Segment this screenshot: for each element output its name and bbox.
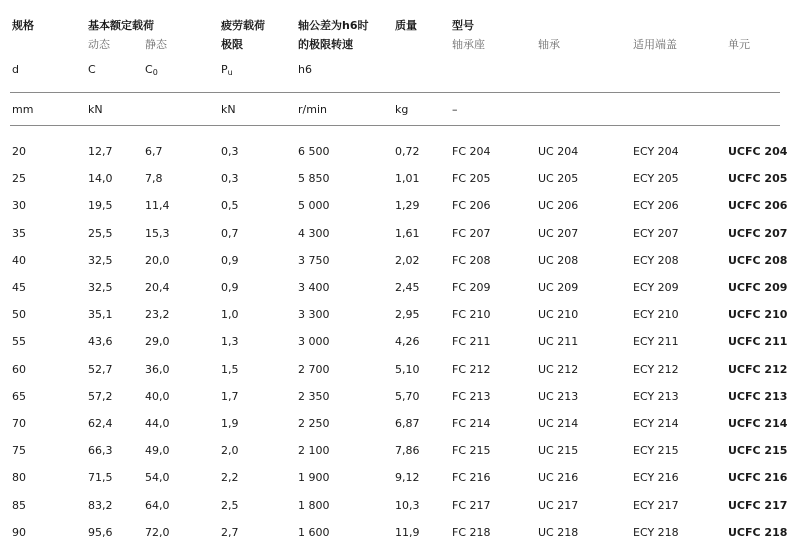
cell-size: 70 bbox=[12, 417, 26, 430]
unit-d: mm bbox=[12, 103, 34, 116]
cell-mass: 9,12 bbox=[395, 471, 420, 484]
cell-dynamic-load: 71,5 bbox=[88, 471, 113, 484]
cell-fatigue-limit: 0,5 bbox=[221, 199, 239, 212]
cell-housing: FC 209 bbox=[452, 281, 491, 294]
cell-end-cover: ECY 211 bbox=[633, 335, 679, 348]
cell-size: 20 bbox=[12, 145, 26, 158]
cell-fatigue-limit: 0,9 bbox=[221, 254, 239, 267]
cell-unit: UCFC 209 bbox=[728, 281, 788, 294]
cell-end-cover: ECY 213 bbox=[633, 390, 679, 403]
cell-size: 45 bbox=[12, 281, 26, 294]
cell-housing: FC 207 bbox=[452, 227, 491, 240]
cell-end-cover: ECY 207 bbox=[633, 227, 679, 240]
cell-static-load: 36,0 bbox=[145, 363, 170, 376]
cell-static-load: 20,4 bbox=[145, 281, 170, 294]
cell-unit: UCFC 210 bbox=[728, 308, 788, 321]
cell-size: 80 bbox=[12, 471, 26, 484]
cell-static-load: 15,3 bbox=[145, 227, 170, 240]
cell-housing: FC 208 bbox=[452, 254, 491, 267]
cell-unit: UCFC 206 bbox=[728, 199, 788, 212]
symbol-c0: $C_0$ bbox=[145, 63, 158, 77]
cell-unit: UCFC 205 bbox=[728, 172, 788, 185]
cell-housing: FC 213 bbox=[452, 390, 491, 403]
header-speed: 轴公差为h6时 bbox=[298, 19, 369, 32]
cell-size: 30 bbox=[12, 199, 26, 212]
cell-bearing: UC 213 bbox=[538, 390, 579, 403]
cell-bearing: UC 209 bbox=[538, 281, 579, 294]
cell-housing: FC 210 bbox=[452, 308, 491, 321]
cell-size: 35 bbox=[12, 227, 26, 240]
cell-unit: UCFC 218 bbox=[728, 526, 788, 539]
cell-size: 60 bbox=[12, 363, 26, 376]
header-mass: 质量 bbox=[395, 19, 417, 32]
cell-static-load: 7,8 bbox=[145, 172, 163, 185]
symbol-c: C bbox=[88, 63, 96, 76]
cell-limiting-speed: 1 900 bbox=[298, 471, 330, 484]
cell-bearing: UC 212 bbox=[538, 363, 579, 376]
unit-pu: kN bbox=[221, 103, 236, 116]
cell-dynamic-load: 62,4 bbox=[88, 417, 113, 430]
cell-end-cover: ECY 214 bbox=[633, 417, 679, 430]
cell-end-cover: ECY 209 bbox=[633, 281, 679, 294]
cell-housing: FC 215 bbox=[452, 444, 491, 457]
cell-bearing: UC 210 bbox=[538, 308, 579, 321]
cell-fatigue-limit: 0,3 bbox=[221, 172, 239, 185]
cell-static-load: 64,0 bbox=[145, 499, 170, 512]
cell-dynamic-load: 66,3 bbox=[88, 444, 113, 457]
cell-end-cover: ECY 215 bbox=[633, 444, 679, 457]
cell-end-cover: ECY 217 bbox=[633, 499, 679, 512]
cell-limiting-speed: 4 300 bbox=[298, 227, 330, 240]
cell-fatigue-limit: 2,0 bbox=[221, 444, 239, 457]
cell-size: 25 bbox=[12, 172, 26, 185]
cell-mass: 5,10 bbox=[395, 363, 420, 376]
header-static: 静态 bbox=[145, 38, 167, 51]
cell-housing: FC 218 bbox=[452, 526, 491, 539]
cell-fatigue-limit: 0,9 bbox=[221, 281, 239, 294]
cell-fatigue-limit: 2,7 bbox=[221, 526, 239, 539]
cell-end-cover: ECY 210 bbox=[633, 308, 679, 321]
header-housing: 轴承座 bbox=[452, 38, 485, 51]
cell-end-cover: ECY 208 bbox=[633, 254, 679, 267]
cell-mass: 2,02 bbox=[395, 254, 420, 267]
cell-housing: FC 217 bbox=[452, 499, 491, 512]
unit-c: kN bbox=[88, 103, 103, 116]
unit-speed: r/min bbox=[298, 103, 327, 116]
header-unit: 单元 bbox=[728, 38, 750, 51]
cell-static-load: 23,2 bbox=[145, 308, 170, 321]
cell-bearing: UC 214 bbox=[538, 417, 579, 430]
cell-static-load: 40,0 bbox=[145, 390, 170, 403]
symbol-pu: $P_u$ bbox=[221, 63, 233, 77]
cell-static-load: 11,4 bbox=[145, 199, 170, 212]
cell-size: 40 bbox=[12, 254, 26, 267]
cell-limiting-speed: 1 600 bbox=[298, 526, 330, 539]
cell-bearing: UC 211 bbox=[538, 335, 579, 348]
cell-static-load: 49,0 bbox=[145, 444, 170, 457]
cell-unit: UCFC 213 bbox=[728, 390, 788, 403]
cell-bearing: UC 204 bbox=[538, 145, 579, 158]
cell-fatigue-limit: 2,5 bbox=[221, 499, 239, 512]
cell-mass: 1,29 bbox=[395, 199, 420, 212]
cell-fatigue-limit: 1,7 bbox=[221, 390, 239, 403]
cell-end-cover: ECY 206 bbox=[633, 199, 679, 212]
cell-fatigue-limit: 1,3 bbox=[221, 335, 239, 348]
cell-dynamic-load: 95,6 bbox=[88, 526, 113, 539]
cell-static-load: 54,0 bbox=[145, 471, 170, 484]
header-cover: 适用端盖 bbox=[633, 38, 677, 51]
cell-size: 50 bbox=[12, 308, 26, 321]
header-speed-line2: 的极限转速 bbox=[298, 38, 353, 51]
cell-mass: 2,95 bbox=[395, 308, 420, 321]
cell-static-load: 44,0 bbox=[145, 417, 170, 430]
cell-mass: 1,01 bbox=[395, 172, 420, 185]
cell-limiting-speed: 2 350 bbox=[298, 390, 330, 403]
cell-housing: FC 204 bbox=[452, 145, 491, 158]
cell-end-cover: ECY 216 bbox=[633, 471, 679, 484]
cell-limiting-speed: 3 750 bbox=[298, 254, 330, 267]
cell-limiting-speed: 2 100 bbox=[298, 444, 330, 457]
cell-unit: UCFC 215 bbox=[728, 444, 788, 457]
cell-mass: 10,3 bbox=[395, 499, 420, 512]
cell-bearing: UC 218 bbox=[538, 526, 579, 539]
unit-mass: kg bbox=[395, 103, 409, 116]
cell-housing: FC 205 bbox=[452, 172, 491, 185]
unit-designation: – bbox=[452, 103, 458, 116]
cell-dynamic-load: 19,5 bbox=[88, 199, 113, 212]
cell-size: 85 bbox=[12, 499, 26, 512]
symbol-h6: h6 bbox=[298, 63, 312, 76]
cell-end-cover: ECY 218 bbox=[633, 526, 679, 539]
cell-housing: FC 206 bbox=[452, 199, 491, 212]
cell-static-load: 20,0 bbox=[145, 254, 170, 267]
cell-bearing: UC 217 bbox=[538, 499, 579, 512]
cell-unit: UCFC 212 bbox=[728, 363, 788, 376]
cell-mass: 7,86 bbox=[395, 444, 420, 457]
header-fatigue-line2: 极限 bbox=[221, 38, 243, 51]
cell-dynamic-load: 52,7 bbox=[88, 363, 113, 376]
cell-mass: 6,87 bbox=[395, 417, 420, 430]
cell-housing: FC 214 bbox=[452, 417, 491, 430]
cell-dynamic-load: 57,2 bbox=[88, 390, 113, 403]
header-size: 规格 bbox=[12, 19, 34, 32]
cell-unit: UCFC 204 bbox=[728, 145, 788, 158]
cell-limiting-speed: 5 850 bbox=[298, 172, 330, 185]
cell-unit: UCFC 216 bbox=[728, 471, 788, 484]
cell-fatigue-limit: 1,0 bbox=[221, 308, 239, 321]
cell-mass: 1,61 bbox=[395, 227, 420, 240]
symbol-d: d bbox=[12, 63, 19, 76]
cell-bearing: UC 206 bbox=[538, 199, 579, 212]
cell-end-cover: ECY 212 bbox=[633, 363, 679, 376]
cell-mass: 0,72 bbox=[395, 145, 420, 158]
cell-static-load: 6,7 bbox=[145, 145, 163, 158]
cell-housing: FC 212 bbox=[452, 363, 491, 376]
cell-dynamic-load: 14,0 bbox=[88, 172, 113, 185]
cell-size: 55 bbox=[12, 335, 26, 348]
cell-dynamic-load: 25,5 bbox=[88, 227, 113, 240]
cell-fatigue-limit: 1,5 bbox=[221, 363, 239, 376]
cell-size: 90 bbox=[12, 526, 26, 539]
cell-fatigue-limit: 0,7 bbox=[221, 227, 239, 240]
cell-bearing: UC 216 bbox=[538, 471, 579, 484]
cell-dynamic-load: 43,6 bbox=[88, 335, 113, 348]
cell-fatigue-limit: 1,9 bbox=[221, 417, 239, 430]
cell-static-load: 29,0 bbox=[145, 335, 170, 348]
cell-dynamic-load: 32,5 bbox=[88, 281, 113, 294]
cell-mass: 5,70 bbox=[395, 390, 420, 403]
cell-limiting-speed: 3 300 bbox=[298, 308, 330, 321]
cell-static-load: 72,0 bbox=[145, 526, 170, 539]
cell-dynamic-load: 35,1 bbox=[88, 308, 113, 321]
cell-unit: UCFC 208 bbox=[728, 254, 788, 267]
cell-dynamic-load: 83,2 bbox=[88, 499, 113, 512]
cell-limiting-speed: 2 250 bbox=[298, 417, 330, 430]
cell-size: 65 bbox=[12, 390, 26, 403]
header-fatigue: 疲劳载荷 bbox=[221, 19, 265, 32]
cell-bearing: UC 207 bbox=[538, 227, 579, 240]
cell-limiting-speed: 6 500 bbox=[298, 145, 330, 158]
cell-dynamic-load: 12,7 bbox=[88, 145, 113, 158]
header-dynamic: 动态 bbox=[88, 38, 110, 51]
cell-bearing: UC 205 bbox=[538, 172, 579, 185]
cell-limiting-speed: 3 400 bbox=[298, 281, 330, 294]
cell-limiting-speed: 5 000 bbox=[298, 199, 330, 212]
cell-size: 75 bbox=[12, 444, 26, 457]
header-bearing: 轴承 bbox=[538, 38, 560, 51]
cell-housing: FC 216 bbox=[452, 471, 491, 484]
header-load-group: 基本额定载荷 bbox=[88, 19, 154, 32]
header-divider bbox=[10, 92, 780, 93]
units-divider bbox=[10, 125, 780, 126]
cell-bearing: UC 215 bbox=[538, 444, 579, 457]
cell-dynamic-load: 32,5 bbox=[88, 254, 113, 267]
cell-housing: FC 211 bbox=[452, 335, 491, 348]
cell-fatigue-limit: 2,2 bbox=[221, 471, 239, 484]
cell-limiting-speed: 2 700 bbox=[298, 363, 330, 376]
cell-fatigue-limit: 0,3 bbox=[221, 145, 239, 158]
cell-unit: UCFC 217 bbox=[728, 499, 788, 512]
cell-end-cover: ECY 205 bbox=[633, 172, 679, 185]
cell-mass: 4,26 bbox=[395, 335, 420, 348]
header-designation: 型号 bbox=[452, 19, 474, 32]
cell-end-cover: ECY 204 bbox=[633, 145, 679, 158]
cell-unit: UCFC 214 bbox=[728, 417, 788, 430]
cell-unit: UCFC 207 bbox=[728, 227, 788, 240]
cell-limiting-speed: 3 000 bbox=[298, 335, 330, 348]
cell-bearing: UC 208 bbox=[538, 254, 579, 267]
cell-limiting-speed: 1 800 bbox=[298, 499, 330, 512]
cell-unit: UCFC 211 bbox=[728, 335, 788, 348]
cell-mass: 2,45 bbox=[395, 281, 420, 294]
cell-mass: 11,9 bbox=[395, 526, 420, 539]
